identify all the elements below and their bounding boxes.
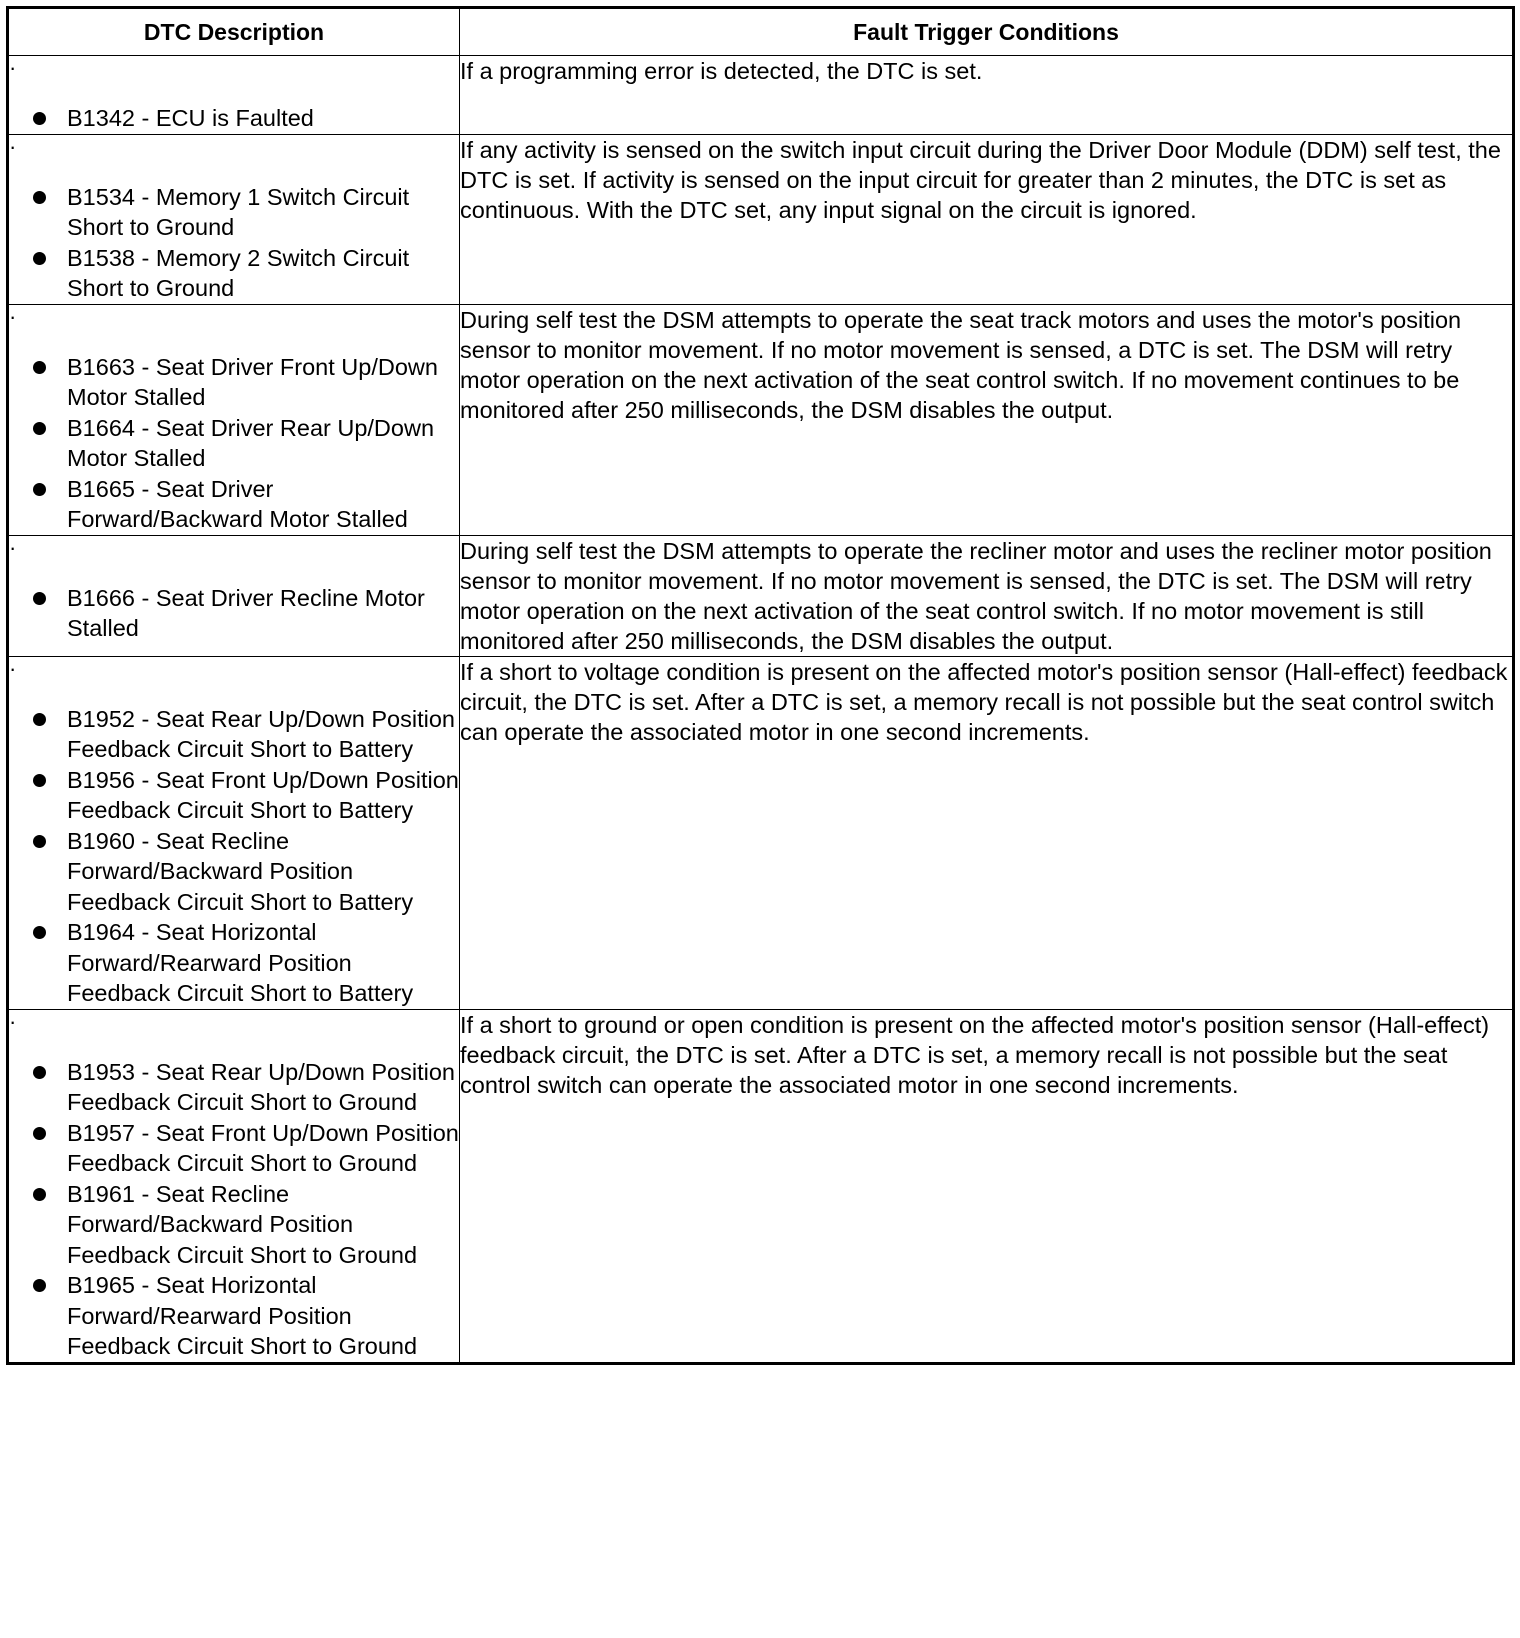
table-row xyxy=(8,535,1514,656)
list-item xyxy=(9,1057,459,1118)
dtc-table xyxy=(6,6,1515,1365)
dtc-code-list xyxy=(9,583,459,644)
list-item xyxy=(9,103,459,134)
dtc-description-cell xyxy=(8,656,460,1009)
list-item xyxy=(9,1118,459,1179)
table-row xyxy=(8,134,1514,304)
header-row xyxy=(8,8,1514,56)
dtc-description-cell xyxy=(8,304,460,535)
dtc-code-text: B1952 - Seat Rear Up/Down Position Feedback Circuit Short to Battery xyxy=(67,705,455,762)
list-item xyxy=(9,704,459,765)
row-marker: · xyxy=(9,1008,17,1034)
row-marker: · xyxy=(9,55,17,80)
dtc-code-text: B1666 - Seat Driver Recline Motor Stalled xyxy=(67,584,425,641)
list-item xyxy=(9,1270,459,1362)
bullet-icon xyxy=(33,592,46,605)
bullet-icon xyxy=(33,422,46,435)
bullet-icon xyxy=(33,191,46,204)
fault-trigger-condition-cell: If a programming error is detected, the DTC is set. xyxy=(460,56,1514,135)
dtc-code-text: B1960 - Seat Recline Forward/Backward Position Feedback Circuit Short to Battery xyxy=(67,827,414,915)
list-item xyxy=(9,917,459,1009)
list-item xyxy=(9,352,459,413)
table-row xyxy=(8,1009,1514,1363)
table-body xyxy=(8,56,1514,1364)
list-item xyxy=(9,182,459,243)
list-item xyxy=(9,243,459,304)
row-marker: · xyxy=(9,655,17,681)
bullet-icon xyxy=(33,713,46,726)
bullet-icon xyxy=(33,252,46,265)
bullet-icon xyxy=(33,835,46,848)
table-row xyxy=(8,656,1514,1009)
bullet-icon xyxy=(33,1279,46,1292)
list-item xyxy=(9,826,459,918)
dtc-code-list xyxy=(9,704,459,1009)
dtc-code-text: B1957 - Seat Front Up/Down Position Feedback Circuit Short to Ground xyxy=(67,1119,459,1176)
dtc-code-list xyxy=(9,1057,459,1362)
dtc-code-text: B1964 - Seat Horizontal Forward/Rearward Position Feedback Circuit Short to Battery xyxy=(67,919,414,1006)
list-item xyxy=(9,583,459,644)
bullet-icon xyxy=(33,483,46,496)
bullet-icon xyxy=(33,112,46,125)
bullet-icon xyxy=(33,361,46,374)
dtc-code-text: B1965 - Seat Horizontal Forward/Rearward Position Feedback Circuit Short to Ground xyxy=(67,1272,418,1359)
bullet-icon xyxy=(33,1066,46,1079)
row-marker: · xyxy=(9,303,17,329)
table-row xyxy=(8,304,1514,535)
fault-trigger-condition-cell: During self test the DSM attempts to operate the recliner motor and uses the recliner motor position sensor to monitor movement. If no motor movement is sensed, the DTC is set. The DSM will retry motor operation on the next activation of the seat control switch. If no motor movement is still monitored after 250 milliseconds, the DSM disables the output. xyxy=(460,535,1514,656)
dtc-code-text: B1663 - Seat Driver Front Up/Down Motor Stalled xyxy=(67,353,438,410)
list-item xyxy=(9,1179,459,1271)
dtc-code-text: B1534 - Memory 1 Switch Circuit Short to Ground xyxy=(67,183,410,240)
bullet-icon xyxy=(33,774,46,787)
list-item xyxy=(9,765,459,826)
bullet-icon xyxy=(33,926,46,939)
dtc-code-list xyxy=(9,103,459,134)
row-marker: · xyxy=(9,534,17,560)
fault-trigger-condition-cell: During self test the DSM attempts to operate the seat track motors and uses the motor's position sensor to monitor movement. If no motor movement is sensed, a DTC is set. The DSM will retry motor operation on the next activation of the seat control switch. If no movement continues to be monitored after 250 milliseconds, the DSM disables the output. xyxy=(460,304,1514,535)
table-row xyxy=(8,56,1514,135)
bullet-icon xyxy=(33,1188,46,1201)
dtc-description-cell xyxy=(8,56,460,135)
fault-trigger-condition-cell: If any activity is sensed on the switch input circuit during the Driver Door Module (DDM) self test, the DTC is set. If activity is sensed on the input circuit for greater than 2 minutes, the DTC is set as continuous. With the DTC set, any input signal on the circuit is ignored. xyxy=(460,134,1514,304)
dtc-code-text: B1342 - ECU is Faulted xyxy=(67,105,314,131)
dtc-code-text: B1664 - Seat Driver Rear Up/Down Motor Stalled xyxy=(67,414,435,471)
fault-trigger-condition-cell: If a short to voltage condition is present on the affected motor's position sensor (Hall-effect) feedback circuit, the DTC is set. After a DTC is set, a memory recall is not possible but the seat control switch can operate the associated motor in one second increments. xyxy=(460,656,1514,1009)
header-dtc-description: DTC Description xyxy=(8,8,460,56)
list-item xyxy=(9,413,459,474)
row-marker: · xyxy=(9,133,17,159)
list-item xyxy=(9,474,459,535)
dtc-code-text: B1953 - Seat Rear Up/Down Position Feedback Circuit Short to Ground xyxy=(67,1058,455,1115)
dtc-code-list xyxy=(9,352,459,535)
dtc-code-text: B1665 - Seat Driver Forward/Backward Motor Stalled xyxy=(67,475,408,532)
bullet-icon xyxy=(33,1127,46,1140)
dtc-code-text: B1956 - Seat Front Up/Down Position Feedback Circuit Short to Battery xyxy=(67,766,459,823)
dtc-code-text: B1538 - Memory 2 Switch Circuit Short to Ground xyxy=(67,244,410,301)
dtc-description-cell xyxy=(8,1009,460,1363)
dtc-code-text: B1961 - Seat Recline Forward/Backward Position Feedback Circuit Short to Ground xyxy=(67,1180,418,1268)
dtc-description-cell xyxy=(8,535,460,656)
header-fault-trigger-conditions: Fault Trigger Conditions xyxy=(460,8,1514,56)
fault-trigger-condition-cell: If a short to ground or open condition is present on the affected motor's position sensor (Hall-effect) feedback circuit, the DTC is set. After a DTC is set, a memory recall is not possible but the seat control switch can operate the associated motor in one second increments. xyxy=(460,1009,1514,1363)
dtc-description-cell xyxy=(8,134,460,304)
dtc-code-list xyxy=(9,182,459,304)
